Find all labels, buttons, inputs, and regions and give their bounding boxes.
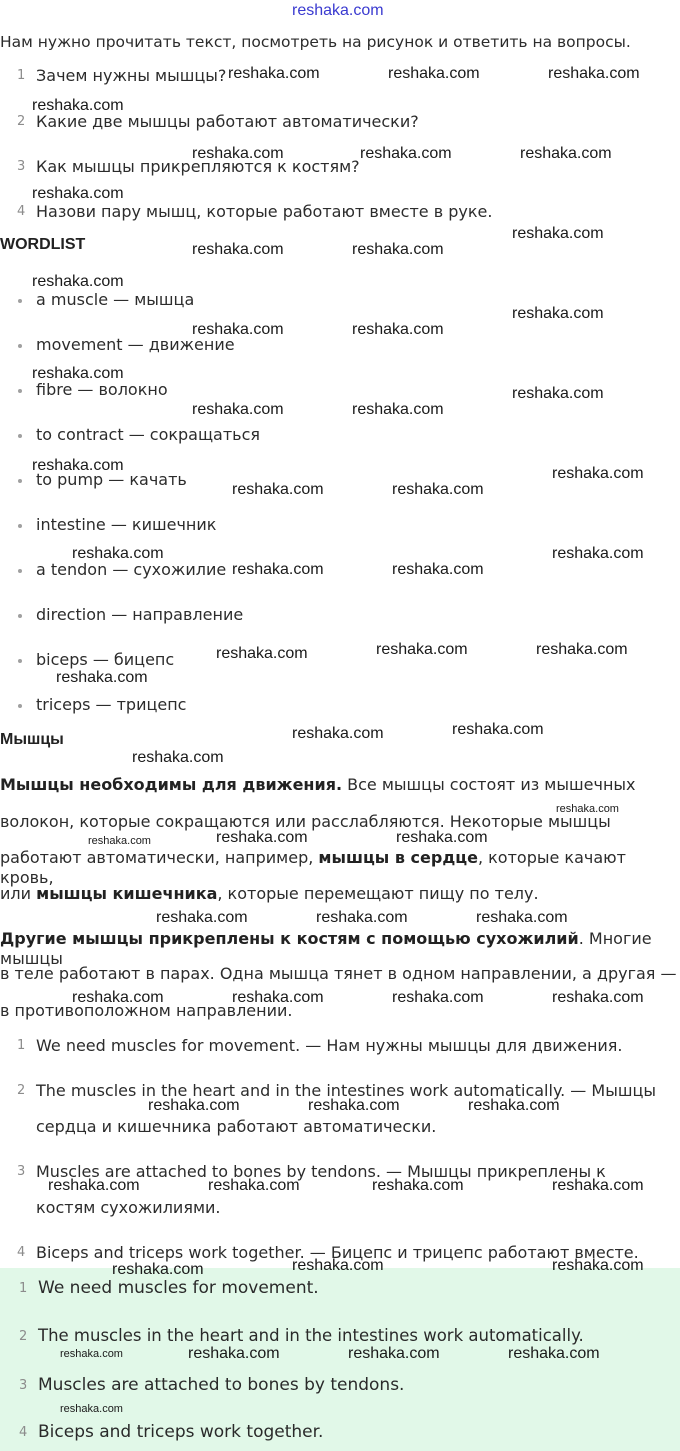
answer-text: Muscles are attached to bones by tendons. — Мышцы прикреплены к <box>36 1162 606 1181</box>
answer-number: 1 <box>17 1038 26 1053</box>
watermark: reshaka.com <box>216 829 308 846</box>
question-text: Назови пару мышц, которые работают вместе в руке. <box>36 202 493 221</box>
wordlist-item: biceps — бицепс <box>36 650 175 669</box>
watermark: reshaka.com <box>452 721 544 738</box>
watermark: reshaka.com <box>148 1097 240 1114</box>
bold-text: мышцы кишечника <box>36 884 218 903</box>
wordlist-item: triceps — трицепс <box>36 695 187 714</box>
watermark: reshaka.com <box>520 145 612 162</box>
paragraph-text: , которые перемещают пищу по телу. <box>217 884 539 903</box>
bullet-icon <box>18 614 22 618</box>
final-answer-text: Muscles are attached to bones by tendons. <box>38 1375 405 1395</box>
watermark: reshaka.com <box>556 803 619 815</box>
watermark: reshaka.com <box>88 835 151 847</box>
question-text: Как мышцы прикрепляются к костям? <box>36 157 360 176</box>
watermark: reshaka.com <box>376 641 468 658</box>
watermark: reshaka.com <box>552 545 644 562</box>
intro-text: Нам нужно прочитать текст, посмотреть на рисунок и ответить на вопросы. <box>0 33 631 51</box>
watermark: reshaka.com <box>192 145 284 162</box>
watermark: reshaka.com <box>396 829 488 846</box>
watermark: reshaka.com <box>60 1348 123 1360</box>
watermark: reshaka.com <box>192 241 284 258</box>
watermark: reshaka.com <box>228 65 320 82</box>
question-number: 3 <box>17 159 26 174</box>
watermark: reshaka.com <box>512 225 604 242</box>
watermark: reshaka.com <box>232 989 324 1006</box>
wordlist-item: a muscle — мышца <box>36 290 195 309</box>
paragraph-text: или <box>0 884 37 903</box>
watermark: reshaka.com <box>316 909 408 926</box>
final-answer-number: 2 <box>19 1329 28 1344</box>
watermark: reshaka.com <box>60 1403 123 1415</box>
wordlist-item: to pump — качать <box>36 470 187 489</box>
bullet-icon <box>18 299 22 303</box>
answer-text: We need muscles for movement. — Нам нужны мышцы для движения. <box>36 1036 623 1055</box>
watermark: reshaka.com <box>512 305 604 322</box>
paragraph-text: , которые качают кровь, <box>0 848 626 887</box>
bold-text: Другие мышцы прикреплены к костям с помощью сухожилий <box>0 929 579 948</box>
wordlist-item: movement — движение <box>36 335 235 354</box>
watermark: reshaka.com <box>348 1345 440 1362</box>
watermark: reshaka.com <box>372 1177 464 1194</box>
watermark: reshaka.com <box>208 1177 300 1194</box>
watermark: reshaka.com <box>552 1177 644 1194</box>
watermark: reshaka.com <box>32 97 124 114</box>
answer-text: Biceps and triceps work together. — Бицепс и трицепс работают вместе. <box>36 1243 639 1262</box>
watermark: reshaka.com <box>392 989 484 1006</box>
watermark: reshaka.com <box>188 1345 280 1362</box>
answer-number: 4 <box>17 1245 26 1260</box>
watermark: reshaka.com <box>512 385 604 402</box>
watermark: reshaka.com <box>72 545 164 562</box>
question-number: 2 <box>17 114 26 129</box>
watermark: reshaka.com <box>392 561 484 578</box>
bold-text: Мышцы необходимы для движения. <box>0 775 343 794</box>
answer-text: The muscles in the heart and in the intestines work automatically. — Мышцы <box>36 1081 656 1100</box>
question-text: Какие две мышцы работают автоматически? <box>36 112 419 131</box>
watermark: reshaka.com <box>32 457 124 474</box>
final-answer-text: The muscles in the heart and in the intestines work automatically. <box>38 1326 584 1345</box>
watermark: reshaka.com <box>548 65 640 82</box>
watermark: reshaka.com <box>56 669 148 686</box>
watermark: reshaka.com <box>536 641 628 658</box>
final-answer-text: Biceps and triceps work together. <box>38 1422 324 1442</box>
watermark: reshaka.com <box>112 1261 204 1278</box>
bullet-icon <box>18 479 22 483</box>
watermark: reshaka.com <box>476 909 568 926</box>
site-title[interactable]: reshaka.com <box>292 2 384 19</box>
answer-number: 2 <box>17 1083 26 1098</box>
bullet-icon <box>18 389 22 393</box>
final-answer-number: 4 <box>19 1425 28 1440</box>
watermark: reshaka.com <box>192 321 284 338</box>
paragraph-text: в противоположном направлении. <box>0 1001 293 1020</box>
watermark: reshaka.com <box>360 145 452 162</box>
wordlist-item: intestine — кишечник <box>36 515 217 534</box>
bullet-icon <box>18 434 22 438</box>
question-number: 1 <box>17 68 26 83</box>
watermark: reshaka.com <box>552 1257 644 1274</box>
wordlist-item: to contract — сокращаться <box>36 425 261 444</box>
watermark: reshaka.com <box>232 481 324 498</box>
question-number: 4 <box>17 204 26 219</box>
watermark: reshaka.com <box>352 241 444 258</box>
bullet-icon <box>18 524 22 528</box>
watermark: reshaka.com <box>292 725 384 742</box>
paragraph-text: . Многие мышцы <box>0 929 652 968</box>
watermark: reshaka.com <box>352 321 444 338</box>
paragraph-text: в теле работают в парах. Одна мышца тянет в одном направлении, а другая — <box>0 964 677 983</box>
final-answer-text: We need muscles for movement. <box>38 1278 319 1298</box>
bullet-icon <box>18 659 22 663</box>
wordlist-item: fibre — волокно <box>36 380 168 399</box>
watermark: reshaka.com <box>48 1177 140 1194</box>
bold-text: мышцы в сердце <box>318 848 478 867</box>
wordlist-heading: WORDLIST <box>0 236 86 253</box>
watermark: reshaka.com <box>552 465 644 482</box>
watermark: reshaka.com <box>32 365 124 382</box>
wordlist-item: direction — направление <box>36 605 244 624</box>
bullet-icon <box>18 569 22 573</box>
question-text: Зачем нужны мышцы? <box>36 66 227 85</box>
watermark: reshaka.com <box>72 989 164 1006</box>
answer-text: сердца и кишечника работают автоматически. <box>36 1117 437 1136</box>
text-heading: Мышцы <box>0 731 64 748</box>
watermark: reshaka.com <box>388 65 480 82</box>
bullet-icon <box>18 344 22 348</box>
watermark: reshaka.com <box>232 561 324 578</box>
final-answer-number: 1 <box>19 1281 28 1296</box>
watermark: reshaka.com <box>308 1097 400 1114</box>
answer-text: костям сухожилиями. <box>36 1198 221 1217</box>
paragraph-text: Все мышцы состоят из мышечных <box>342 775 636 794</box>
watermark: reshaka.com <box>508 1345 600 1362</box>
watermark: reshaka.com <box>292 1257 384 1274</box>
paragraph-text: работают автоматически, например, <box>0 848 319 867</box>
watermark: reshaka.com <box>156 909 248 926</box>
watermark: reshaka.com <box>132 749 224 766</box>
paragraph-text: волокон, которые сокращаются или расслабляются. Некоторые мышцы <box>0 812 611 831</box>
bullet-icon <box>18 704 22 708</box>
watermark: reshaka.com <box>32 185 124 202</box>
watermark: reshaka.com <box>216 645 308 662</box>
watermark: reshaka.com <box>192 401 284 418</box>
wordlist-item: a tendon — сухожилие <box>36 560 227 579</box>
final-answer-number: 3 <box>19 1378 28 1393</box>
watermark: reshaka.com <box>352 401 444 418</box>
answer-number: 3 <box>17 1164 26 1179</box>
watermark: reshaka.com <box>392 481 484 498</box>
watermark: reshaka.com <box>468 1097 560 1114</box>
watermark: reshaka.com <box>32 273 124 290</box>
watermark: reshaka.com <box>552 989 644 1006</box>
